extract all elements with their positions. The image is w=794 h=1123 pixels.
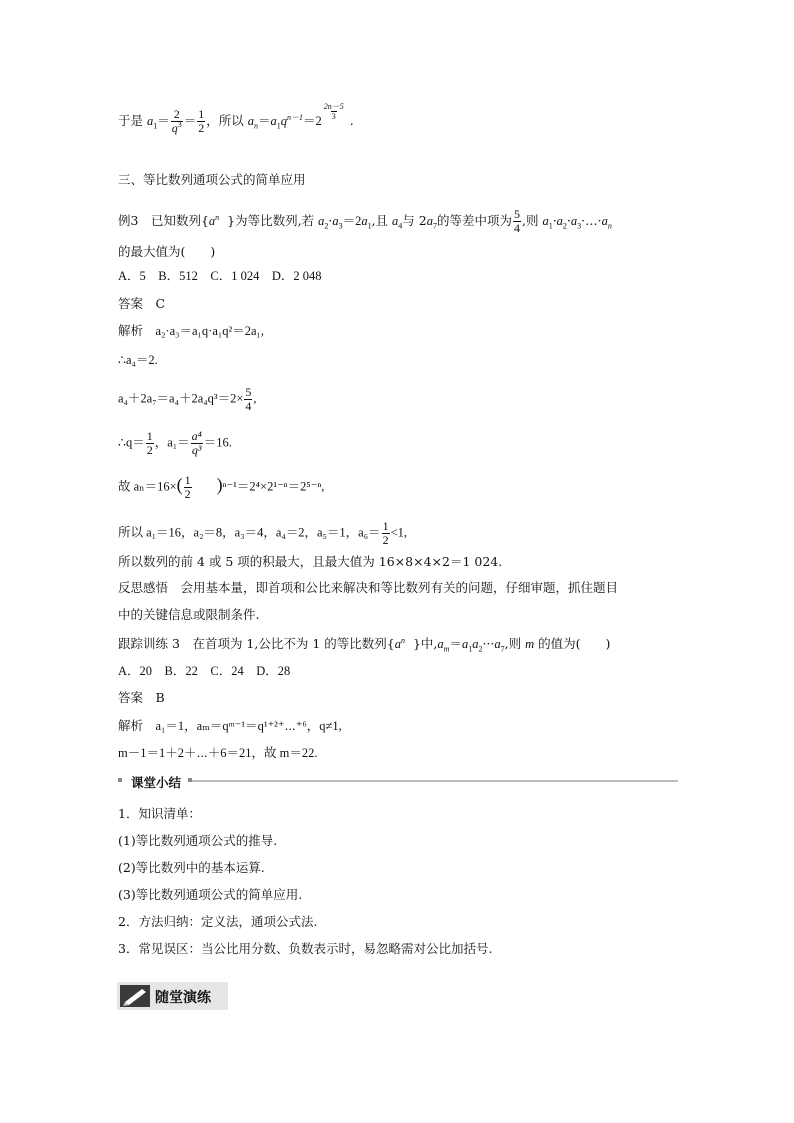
- summary-item-2: (1)等比数列通项公式的推导.: [118, 833, 278, 848]
- section-heading-3: 三、等比数列通项公式的简单应用: [118, 172, 306, 187]
- summary-item-1: 1．知识清单：: [118, 806, 201, 821]
- example-3-choices: A．5 B．512 C．1 024 D．2 048: [118, 269, 322, 283]
- reflection-line-1: 反思感悟 会用基本量，即首项和公比来解决和等比数列有关的问题，仔细审题，抓住题目: [118, 580, 619, 595]
- answer-2: 答案 B: [118, 690, 165, 705]
- solution-line-8: 解析 a₁＝1，aₘ＝qᵐ⁻¹＝q¹⁺²⁺⋯⁺⁶，q≠1,: [118, 719, 342, 733]
- summary-section-bar: [118, 773, 678, 789]
- fraction: $\frac{1}{2}$: [198, 107, 205, 135]
- square-bullet-icon: [118, 778, 122, 782]
- summary-item-4: (3)等比数列通项公式的简单应用.: [118, 887, 303, 902]
- reflection-line-2: 中的关键信息或限制条件.: [118, 607, 260, 622]
- summary-item-6: 3．常见误区：当公比用分数、负数表示时，易忽略需对公比加括号.: [118, 941, 493, 956]
- solution-line-2: ∴a₄＝2.: [118, 353, 158, 367]
- practice-title: 随堂演练: [155, 990, 211, 1006]
- fraction: $\frac{1}{2}$: [382, 519, 389, 547]
- summary-item-5: 2．方法归纳：定义法，通项公式法.: [118, 914, 318, 929]
- formula-line-1: 于是 $a_1=$ $\frac{2}{q^3}$ ＝ $\frac{1}{2}$ ，所以 $a_n=a_1q^{n-1}=2$ $\frac{2n-5}{3}$ .: [118, 102, 354, 135]
- fraction: $\frac{2}{q^3}$: [171, 107, 182, 135]
- practice-section-tag: [117, 982, 228, 1010]
- solution-line-3: a₄＋2a₇＝a₄＋2a₄q³＝2× $\frac{5}{4}$ ,: [118, 385, 257, 413]
- pencil-icon: [120, 985, 150, 1007]
- solution-line-5: 故 aₙ＝16×( $\frac{1}{2}$ )ⁿ⁻¹＝2⁴×2¹⁻ⁿ＝2⁵⁻ⁿ,: [118, 473, 325, 501]
- tracking-choices: A．20 B．22 C．24 D．28: [118, 664, 291, 678]
- tracking-exercise-3: 跟踪训练 3 在首项为 1,公比不为 1 的等比数列{$a^n$ }中$,a_m=a_1a_2\cdot\cdot\cdot a_7$,则 m 的值为( ): [118, 635, 611, 654]
- summary-title: 课堂小结: [128, 773, 184, 791]
- solution-line-6: 所以 a₁＝16，a₂＝8，a₃＝4，a₄＝2，a₅＝1，a₆＝ $\frac{1}{2}$ <1,: [118, 519, 407, 547]
- solution-line-4: ∴q＝ $\frac{1}{2}$ ，a₁＝ $\frac{\text{a⁴}}{\text{q³}}$ ＝16.: [118, 429, 232, 457]
- divider: [188, 780, 678, 782]
- answer-1: 答案 C: [118, 296, 166, 311]
- solution-line-9: m－1＝1＋2＋⋯＋6＝21，故 m＝22.: [118, 746, 318, 760]
- fraction: $\frac{5}{4}$: [513, 207, 520, 235]
- summary-item-3: (2)等比数列中的基本运算.: [118, 860, 265, 875]
- example-3-line-1: 例3 已知数列{$a^n$ }为等比数列,若 $a_2\cdot a_3=2a_1$,且 $a_4$与 $2a_7$的等差中项为 $\frac{5}{4}$ ,则 $a_1\cdot a_2\cdot a_3\cdot\dots\cdot a_n$: [118, 207, 612, 235]
- exponent-fraction: $\frac{2n-5}{3}$: [323, 102, 344, 121]
- solution-line-1: 解析 a₂·a₃＝a₁q·a₁q²＝2a₁,: [118, 323, 265, 338]
- example-3-line-2: 的最大值为( ): [118, 244, 216, 259]
- fraction: $\frac{1}{2}$: [146, 429, 153, 457]
- fraction: $\frac{1}{2}$: [184, 473, 191, 501]
- solution-line-7: 所以数列的前 4 或 5 项的积最大，且最大值为 16×8×4×2＝1 024.: [118, 554, 503, 569]
- fraction: $\frac{5}{4}$: [245, 385, 252, 413]
- square-bullet-icon: [188, 778, 192, 782]
- fraction: $\frac{\text{a⁴}}{\text{q³}}$: [191, 429, 202, 457]
